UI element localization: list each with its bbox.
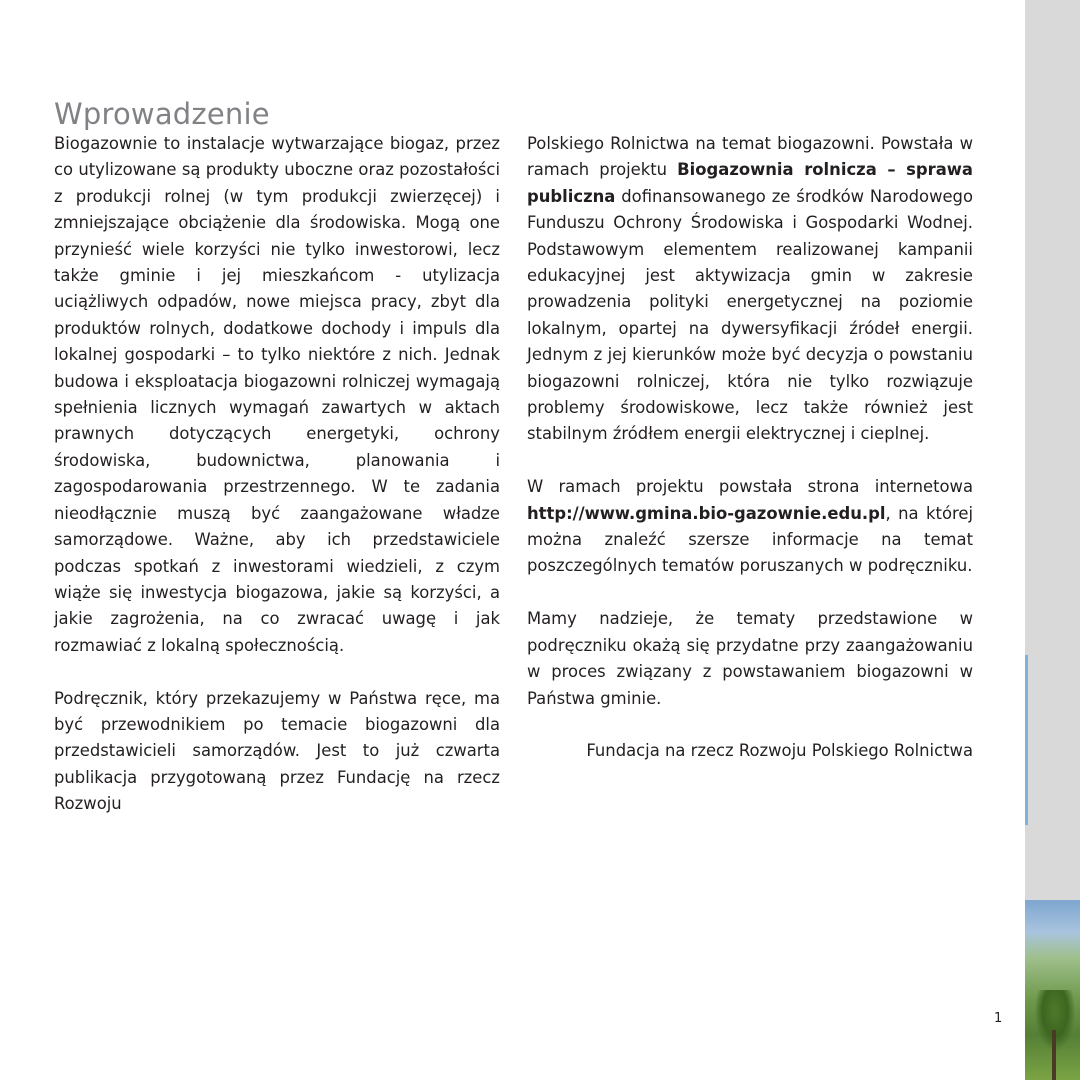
paragraph-text: , na której można znaleźć szersze informacje na temat poszczególnych tematów poruszanych w podręczniku. (527, 503, 973, 576)
closing-paragraph: Mamy nadzieje, że tematy przedstawione w podręczniku okażą się przydatne przy zaangażowaniu w proces związany z powstawaniem biogazowni w Państwa gminie. (527, 609, 973, 708)
website-link[interactable]: http://www.gmina.bio-gazownie.edu.pl (527, 503, 886, 523)
intro-paragraph-2: Podręcznik, który przekazujemy w Państwa ręce, ma być przewodnikiem po temacie biogazowni dla przedstawicieli samorządów. Jest to już czwarta publikacja przygotowaną przez Fundację na rzecz Rozwoju (54, 688, 500, 814)
project-name: Biogazownia rolnicza – sprawa publiczna (527, 160, 973, 206)
left-column (54, 131, 500, 818)
side-decoration-strip (1025, 0, 1080, 1080)
paragraph-text: dofinansowanego ze środków Narodowego Funduszu Ochrony Środowiska i Gospodarki Wodnej. Podstawowym elementem realizowanej kampanii edukacyjnej jest aktywizacja gmin w zakresie prowadzenia polityki energetycznej na poziomie lokalnym, opartej na dywersyfikacji źródeł energii. Jednym z jej kierunków może być decyzja o powstaniu biogazowni rolniczej, która nie tylko rozwiązuje problemy środowiskowe, lecz także również jest stabilnym źródłem energii elektrycznej i cieplnej. (527, 186, 973, 444)
website-paragraph (527, 474, 973, 580)
edge-accent (1025, 655, 1028, 825)
right-column (527, 131, 973, 765)
intro-paragraph-1: Biogazownie to instalacje wytwarzające biogaz, przez co utylizowane są produkty uboczne oraz pozostałości z produkcji rolnej (w tym produkcji zwierzęcej) i zmniejszające obciążenie dla środowiska. Mogą one przynieść wiele korzyści nie tylko inwestorowi, lecz także gminie i jej mieszkańcom - utylizacja uciążliwych odpadów, nowe miejsca pracy, zbyt dla produktów rolnych, dodatkowe dochody i impuls dla lokalnej gospodarki – to tylko niektóre z nich. Jednak budowa i eksploatacja biogazowni rolniczej wymagają spełnienia licznych wymagań zawartych w aktach prawnych dotyczących energetyki, ochrony środowiska, budownictwa, planowania i zagospodarowania przestrzennego. W te zadania nieodłącznie muszą być zaangażowane władze samorządowe. Ważne, aby ich przedstawiciele podczas spotkań z inwestorami wiedzieli, z czym wiąże się inwestycja biogazowa, jakie są korzyści, a jakie zagrożenia, na co zwracać uwagę i jak rozmawiać z lokalną społecznością. (54, 134, 500, 655)
page-title: Wprowadzenie (54, 97, 270, 132)
intro-paragraph-2-continued (527, 131, 973, 448)
tree-trunk (1052, 1030, 1056, 1080)
paragraph-text: Polskiego Rolnictwa na temat biogazowni. Powstała w ramach projektu (527, 134, 973, 180)
page-number: 1 (994, 1011, 1003, 1026)
signature: Fundacja na rzecz Rozwoju Polskiego Rolnictwa (586, 741, 973, 761)
paragraph-text: W ramach projektu powstała strona internetowa (527, 477, 973, 497)
